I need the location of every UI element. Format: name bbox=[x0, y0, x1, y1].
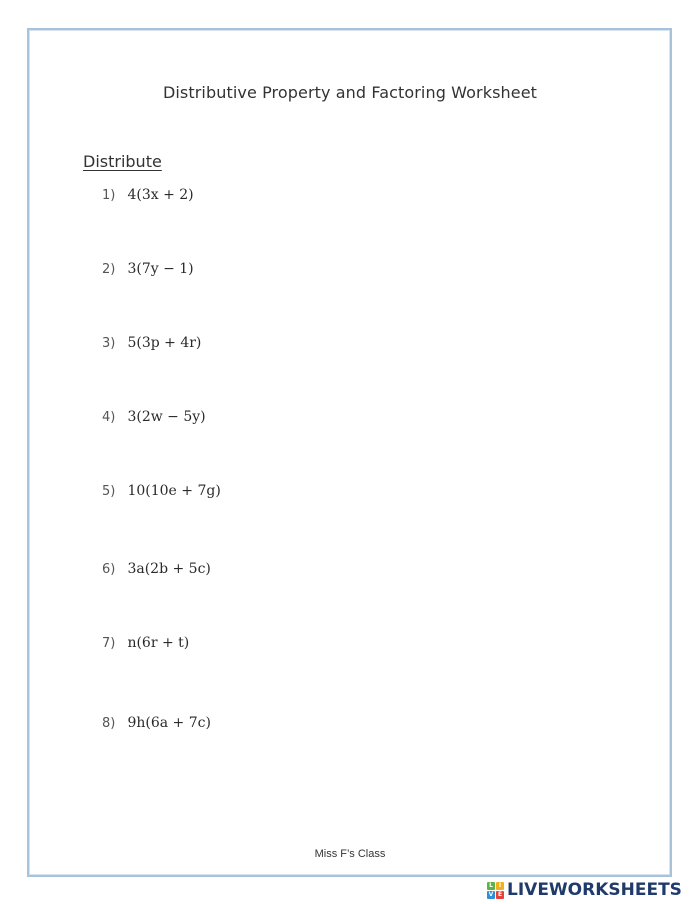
problem-expression: 9h(6a + 7c) bbox=[127, 715, 211, 731]
problem-number: 8) bbox=[102, 716, 116, 731]
problem-expression: 3(7y − 1) bbox=[127, 261, 194, 277]
problem-item bbox=[102, 335, 201, 351]
problem-expression: n(6r + t) bbox=[127, 635, 190, 651]
logo-squares-icon bbox=[487, 882, 504, 899]
problem-number: 7) bbox=[102, 636, 116, 651]
logo-square-l: L bbox=[487, 882, 495, 890]
problem-number: 6) bbox=[102, 562, 116, 577]
problem-item bbox=[102, 635, 189, 651]
problem-expression: 4(3x + 2) bbox=[127, 187, 194, 203]
logo-square-v: V bbox=[488, 890, 494, 898]
problem-number: 2) bbox=[102, 262, 116, 277]
problem-number: 4) bbox=[102, 410, 116, 425]
problem-expression: 3(2w − 5y) bbox=[127, 409, 206, 425]
problem-item bbox=[102, 561, 211, 577]
problem-number: 5) bbox=[102, 484, 116, 499]
problem-expression: 3a(2b + 5c) bbox=[127, 561, 211, 577]
worksheet-title: Distributive Property and Factoring Worksheet bbox=[162, 83, 538, 102]
logo-square-e: E bbox=[497, 890, 503, 898]
problem-item bbox=[102, 187, 194, 203]
problem-expression: 10(10e + 7g) bbox=[127, 483, 221, 499]
logo-text: LIVEWORKSHEETS bbox=[507, 880, 682, 900]
problem-item bbox=[102, 409, 206, 425]
problem-item bbox=[102, 715, 211, 731]
logo-square-i: I bbox=[496, 882, 504, 890]
liveworksheets-logo[interactable] bbox=[487, 879, 682, 901]
problem-number: 3) bbox=[102, 336, 116, 351]
footer-class-name: Miss F’s Class bbox=[314, 848, 386, 860]
problem-expression: 5(3p + 4r) bbox=[127, 335, 202, 351]
problem-item bbox=[102, 483, 221, 499]
problem-number: 1) bbox=[102, 188, 116, 203]
problem-item bbox=[102, 261, 194, 277]
section-heading-distribute: Distribute bbox=[83, 152, 162, 171]
